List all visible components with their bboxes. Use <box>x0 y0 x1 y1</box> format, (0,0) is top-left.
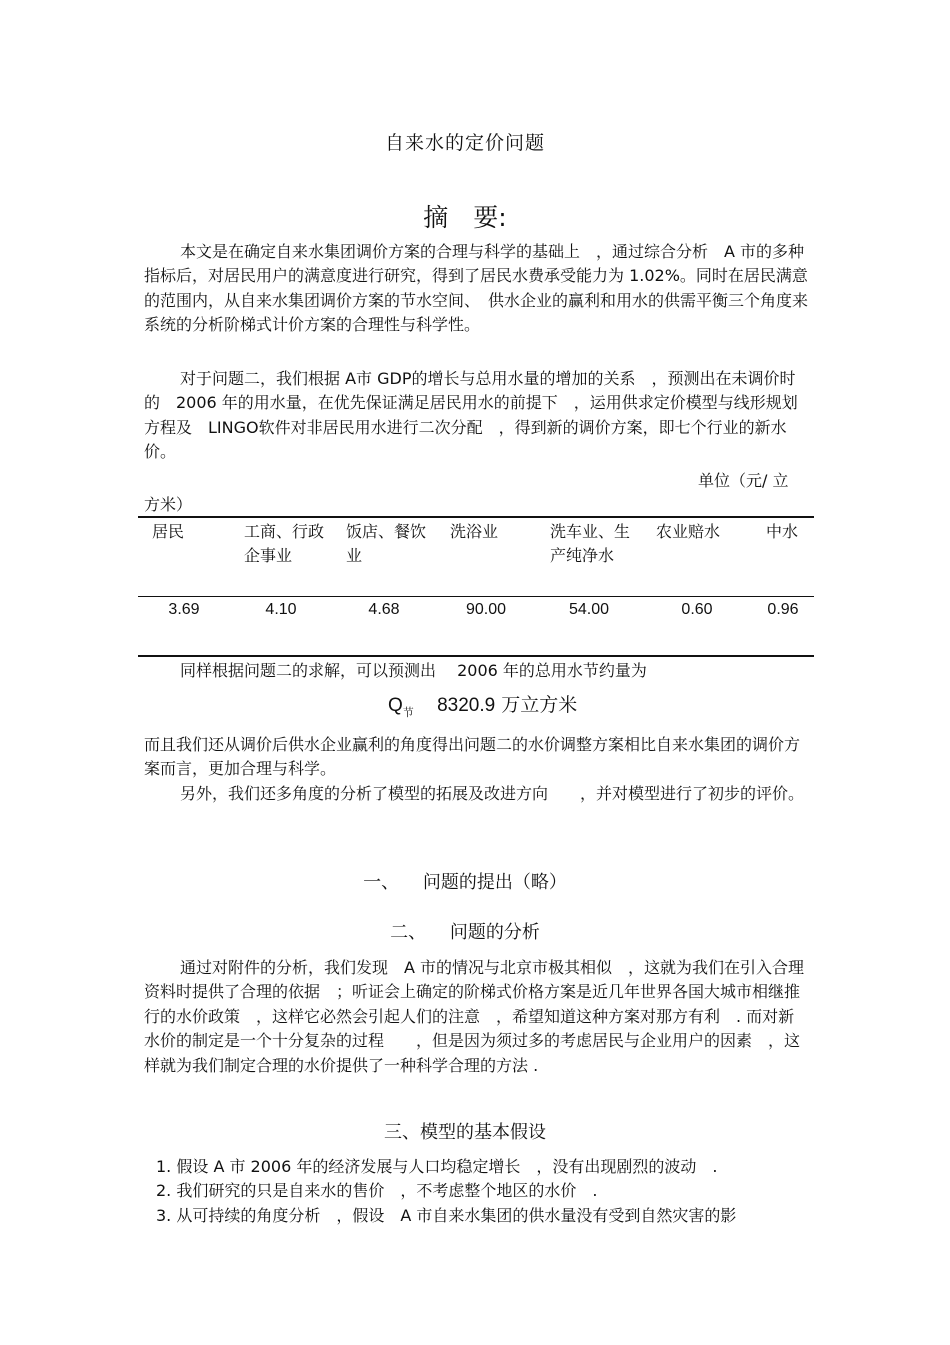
list-item: 2. 我们研究的只是自来水的售价 ，不考虑整个地区的水价 . <box>156 1181 598 1201</box>
table-header-cell: 洗浴业 <box>436 517 536 597</box>
formula-symbol: Q <box>388 695 403 716</box>
table-cell: 0.60 <box>681 601 713 618</box>
list-item: 1. 假设 A 市 2006 年的经济发展与人口均稳定增长 ，没有出现剧烈的波动 . <box>156 1157 718 1176</box>
section-heading-3: 三、模型的基本假设 <box>384 1122 546 1143</box>
list-item: 3. 从可持续的角度分析 ，假设 A 市自来水集团的供水量没有受到自然灾害的影 <box>156 1205 737 1225</box>
table-cell: 0.96 <box>767 601 799 618</box>
abstract-heading: 摘 要: <box>423 203 507 232</box>
table-header-cell: 居民 <box>138 517 230 597</box>
formula-value: 8320.9 <box>437 695 496 716</box>
table-cell: 90.00 <box>465 601 507 618</box>
table-header-cell: 中水 <box>752 517 814 597</box>
section-heading-1: 一、 问题的提出（略） <box>363 872 567 893</box>
abstract-paragraph-3: 而且我们还从调价后供水企业赢利的角度得出问题二的水价调整方案相比自来水集团的调价方案而言，更加合理与科学。 <box>144 735 801 779</box>
table-header-row <box>138 517 814 597</box>
abstract-paragraph-1: 本文是在确定自来水集团调价方案的合理与科学的基础上 ，通过综合分析 A 市的多种指标后，对居民用户的满意度进行研究，得到了居民水费承受能力为 1.02%。同时在居民满意的范围内，从自来水集团调价方案的节水空间、 供水企业的赢利和用水的供需平衡三个角度来系统的分析阶梯式计价方案的合理性与科学性。 <box>144 242 809 335</box>
water-price-table <box>138 516 814 657</box>
table-cell: 54.00 <box>568 601 610 618</box>
section-2-paragraph: 通过对附件的分析，我们发现 A 市的情况与北京市极其相似 ，这就为我们在引入合理资料时提供了合理的依据 ；听证会上确定的阶梯式价格方案是近几年世界各国大城市相继推行的水价政策 ，这样它必然会引起人们的注意 ，希望知道这种方案对那方有利 . 而对新水价的制定是一个十分复杂的过程 ，但是因为须过多的考虑居民与企业用户的因素 ，这样就为我们制定合理的水价提供了一种科学合理的方法 . <box>144 958 805 1075</box>
table-header-cell: 工商、行政企事业 <box>230 517 332 597</box>
table-header-cell: 饭店、餐饮业 <box>332 517 436 597</box>
table-unit-label: 单位（元/ 立 <box>698 471 789 490</box>
formula-unit: 万立方米 <box>501 694 578 716</box>
abstract-paragraph-2: 对于问题二，我们根据 A市 GDP的增长与总用水量的增加的关系 ，预测出在未调价时的 2006 年的用水量，在优先保证满足居民用水的前提下 ，运用供求定价模型与线形规划方程及 LINGO软件对非居民用水进行二次分配 ，得到新的调价方案，即七个行业的新水价。 <box>144 369 798 462</box>
abstract-paragraph-4: 另外，我们还多角度的分析了模型的拓展及改进方向 ，并对模型进行了初步的评价。 <box>180 784 805 803</box>
table-cell: 4.10 <box>265 601 297 618</box>
prediction-sentence: 同样根据问题二的求解，可以预测出 2006 年的总用水节约量为 <box>180 661 647 680</box>
table-row <box>138 597 814 657</box>
document-title: 自来水的定价问题 <box>384 132 545 154</box>
table-header-cell: 农业赔水 <box>642 517 752 597</box>
table-unit-label-cont: 方米） <box>144 495 193 514</box>
savings-formula <box>388 690 577 720</box>
formula-subscript: 节 <box>402 706 414 719</box>
section-heading-2: 二、 问题的分析 <box>390 922 540 943</box>
table-cell: 4.68 <box>368 601 400 618</box>
table-cell: 3.69 <box>168 601 200 618</box>
table-header-cell: 洗车业、生产纯净水 <box>536 517 642 597</box>
assumption-list <box>156 1155 816 1228</box>
